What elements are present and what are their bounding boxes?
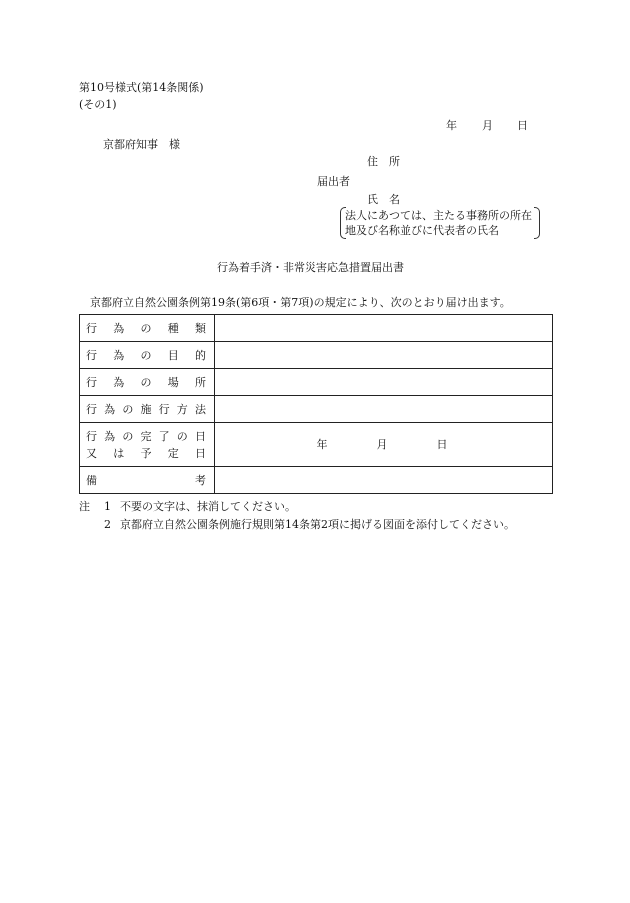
- row-label-remarks: 備 考: [80, 467, 215, 494]
- corporate-note-line2: 地及び名称並びに代表者の氏名: [345, 224, 499, 237]
- date-month-label: 月: [482, 119, 493, 132]
- corporate-note-line1: 法人にあつては、主たる事務所の所在: [345, 209, 532, 222]
- date-year-label: 年: [446, 119, 457, 132]
- intro-statement: 京都府立自然公園条例第19条(第6項・第7項)の規定により、次のとおり届け出ます。: [90, 296, 511, 309]
- notes-prefix: 注: [79, 500, 90, 513]
- note-1-number: 1: [104, 500, 111, 513]
- row-label-purpose: 行 為 の 目 的: [80, 342, 215, 369]
- completion-day-label: 日: [436, 438, 448, 451]
- application-table: [79, 314, 553, 494]
- row-value-method[interactable]: [215, 396, 553, 423]
- completion-month-label: 月: [376, 438, 388, 451]
- note-2-number: 2: [104, 518, 111, 531]
- row-value-type[interactable]: [215, 315, 553, 342]
- row-value-purpose[interactable]: [215, 342, 553, 369]
- note-1-text: 不要の文字は、抹消してください。: [120, 500, 296, 513]
- form-number: 第10号様式(第14条関係): [79, 81, 204, 94]
- table-row: [80, 342, 553, 369]
- table-row: [80, 315, 553, 342]
- completion-year-label: 年: [316, 438, 328, 451]
- row-label-method: 行 為 の 施 行 方 法: [80, 396, 215, 423]
- name-label: 氏 名: [367, 193, 400, 206]
- form-subnumber: (その1): [79, 98, 117, 111]
- applicant-role-label: 届出者: [317, 175, 350, 188]
- document-title: 行為着手済・非常災害応急措置届出書: [217, 261, 404, 274]
- row-label-place: 行 為 の 場 所: [80, 369, 215, 396]
- note-2-text: 京都府立自然公園条例施行規則第14条第2項に掲げる図面を添付してください。: [120, 518, 515, 531]
- table-row: [80, 423, 553, 467]
- table-row: [80, 396, 553, 423]
- row-label-type: 行 為 の 種 類: [80, 315, 215, 342]
- address-label: 住 所: [367, 155, 400, 168]
- bracket-right: [534, 207, 540, 239]
- row-value-remarks[interactable]: [215, 467, 553, 494]
- row-value-place[interactable]: [215, 369, 553, 396]
- row-label-completion-date: 行 為 の 完 了 の 日 又 は 予 定 日: [80, 423, 215, 467]
- date-day-label: 日: [517, 119, 528, 132]
- table-row: [80, 369, 553, 396]
- row-value-completion-date[interactable]: [215, 423, 553, 467]
- addressee: 京都府知事 様: [103, 138, 180, 151]
- table-row: [80, 467, 553, 494]
